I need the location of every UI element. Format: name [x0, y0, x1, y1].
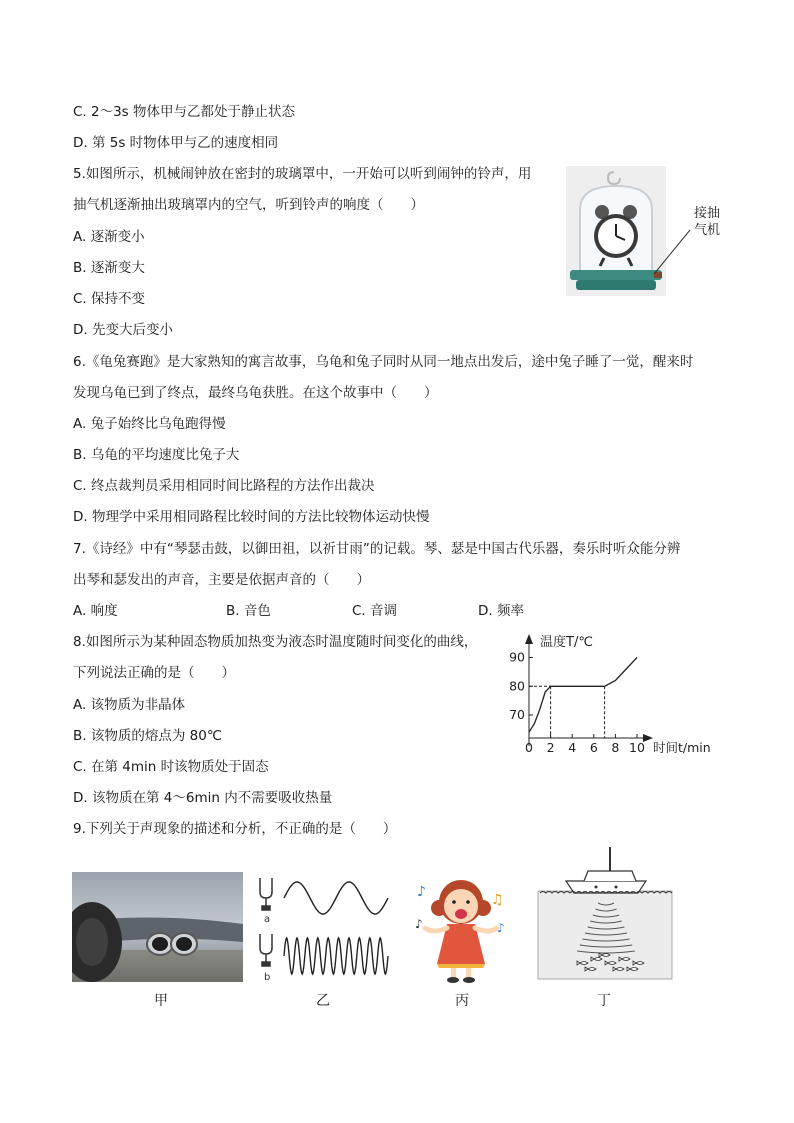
- x-tick-label: 10: [629, 740, 645, 755]
- q6-option-c: C. 终点裁判员采用相同时间比路程的方法作出裁决: [73, 478, 375, 494]
- melting-curve-chart: [505, 628, 730, 758]
- x-tick-label: 2: [546, 740, 555, 755]
- q7-options: [73, 602, 633, 620]
- q4-option-c: C. 2～3s 物体甲与乙都处于静止状态: [73, 104, 296, 120]
- q6-option-b: B. 乌龟的平均速度比兔子大: [73, 447, 240, 463]
- q7-option-d: D. 频率: [478, 603, 524, 619]
- svg-text:♪: ♪: [415, 917, 423, 931]
- q6-stem-line1: 6.《龟兔赛跑》是大家熟知的寓言故事，乌龟和兔子同时从同一地点出发后，途中兔子睡了一觉，醒来时: [73, 354, 694, 370]
- svg-text:♪: ♪: [417, 884, 426, 900]
- tuning-fork-waveforms: [256, 872, 392, 984]
- y-axis-arrow: [525, 634, 533, 644]
- q8-option-c: C. 在第 4min 时该物质处于固态: [73, 759, 269, 775]
- q7-option-a: A. 响度: [73, 603, 118, 619]
- x-tick-label: 8: [611, 740, 620, 755]
- q4-option-d: D. 第 5s 时物体甲与乙的速度相同: [73, 135, 279, 151]
- y-tick-label: 70: [509, 707, 525, 722]
- caption-bing: 丙: [455, 993, 469, 1009]
- waveform-a: [284, 882, 388, 914]
- svg-text:♪: ♪: [497, 921, 505, 935]
- fork-label-b: b: [264, 972, 271, 983]
- x-tick-label: 4: [568, 740, 577, 755]
- q8-option-b: B. 该物质的熔点为 80℃: [73, 728, 222, 744]
- q5-option-c: C. 保持不变: [73, 291, 146, 307]
- q8-option-a: A. 该物质为非晶体: [73, 697, 186, 713]
- temperature-curve: [529, 658, 637, 733]
- svg-text:♫: ♫: [491, 892, 504, 908]
- x-tick-label: 6: [589, 740, 598, 755]
- fork-label-a: a: [264, 914, 271, 925]
- y-axis-label: 温度T/℃: [540, 635, 593, 650]
- x-axis-label: 时间t/min: [653, 740, 711, 755]
- x-tick-label: 0: [525, 740, 533, 755]
- pump-pointer-line: [650, 228, 694, 278]
- singing-girl-cartoon: [411, 872, 511, 984]
- q6-stem-line2: 发现乌龟已到了终点，最终乌龟获胜。在这个故事中（ ）: [73, 385, 438, 401]
- q8-stem-line1: 8.如图所示为某种固态物质加热变为液态时温度随时间变化的曲线，: [73, 634, 478, 650]
- caption-yi: 乙: [316, 993, 330, 1009]
- car-exhaust-photo: [72, 872, 243, 982]
- waveform-b: [284, 938, 388, 974]
- q7-option-c: C. 音调: [352, 603, 398, 619]
- tuning-fork-a-icon: [260, 878, 272, 910]
- q7-stem-line2: 出琴和瑟发出的声音，主要是依据声音的（ ）: [73, 572, 370, 588]
- caption-ding: 丁: [597, 993, 611, 1009]
- q8-stem-line2: 下列说法正确的是（ ）: [73, 665, 235, 681]
- y-tick-label: 90: [509, 649, 525, 665]
- q6-option-d: D. 物理学中采用相同路程比较时间的方法比较物体运动快慢: [73, 509, 430, 525]
- q5-option-b: B. 逐渐变大: [73, 260, 145, 276]
- q8-option-d: D. 该物质在第 4～6min 内不需要吸收热量: [73, 790, 333, 806]
- q7-option-b: B. 音色: [226, 603, 271, 619]
- q7-stem-line1: 7.《诗经》中有“琴瑟击鼓，以御田祖，以祈甘雨”的记载。琴、瑟是中国古代乐器，奏乐时听众能分辨: [73, 541, 681, 557]
- sonar-boat-illustration: [536, 845, 676, 981]
- pump-label-line2: 气机: [694, 223, 721, 238]
- pump-label-line1: 接抽: [694, 206, 721, 221]
- caption-jia: 甲: [154, 993, 168, 1009]
- q6-option-a: A. 兔子始终比乌龟跑得慢: [73, 416, 226, 432]
- q9-stem: 9.下列关于声现象的描述和分析，不正确的是（ ）: [73, 821, 397, 837]
- q5-stem-line2: 抽气机逐渐抽出玻璃罩内的空气，听到铃声的响度（ ）: [73, 197, 424, 213]
- tuning-fork-b-icon: [260, 934, 272, 966]
- q5-stem-line1: 5.如图所示，机械闹钟放在密封的玻璃罩中，一开始可以听到闹钟的铃声，用: [73, 166, 532, 182]
- y-tick-label: 80: [509, 678, 525, 694]
- q5-option-a: A. 逐渐变小: [73, 229, 145, 245]
- q5-option-d: D. 先变大后变小: [73, 322, 173, 338]
